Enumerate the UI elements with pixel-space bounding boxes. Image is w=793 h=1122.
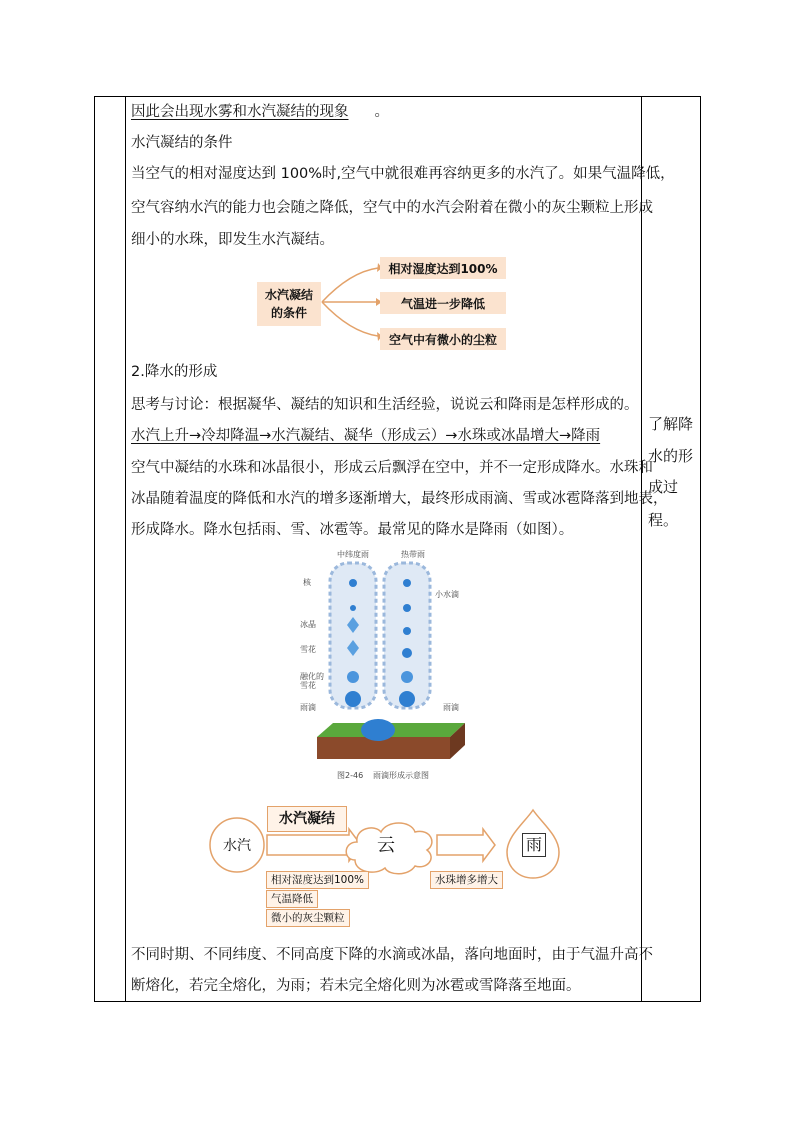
flow-cloud-label: 云 [377, 835, 395, 856]
label-small-droplet: 小水滴 [435, 590, 459, 599]
para3-line-2: 断熔化，若完全熔化，为雨；若未完全熔化则为冰雹或雪降落至地面。 [131, 978, 581, 994]
flow-rain-label: 雨 [522, 833, 546, 857]
intro-line [131, 102, 389, 122]
condition-dust: 微小的灰尘颗粒 [266, 909, 350, 927]
table-divider-right [641, 96, 642, 1002]
discussion-line: 思考与讨论：根据凝华、凝结的知识和生活经验，说说云和降雨是怎样形成的。 [131, 397, 639, 413]
table-right-border [700, 96, 701, 1002]
table-bottom-border [94, 1001, 700, 1002]
side-note-3: 成过 [648, 478, 679, 496]
heading-condition: 水汽凝结的条件 [131, 135, 233, 151]
label-melted-2: 雪花 [300, 681, 316, 690]
intro-tail: 。 [374, 104, 389, 120]
side-note-2: 水的形 [648, 447, 694, 465]
label-ice-crystal: 冰晶 [300, 620, 316, 629]
branch-temperature: 气温进一步降低 [380, 292, 506, 314]
condition-connector-lines [320, 262, 382, 342]
label-snowflake: 雪花 [300, 645, 316, 654]
growth-label: 水珠增多增大 [430, 871, 503, 889]
figure-col-right-title: 热带雨 [401, 550, 425, 559]
water-drop-on-grass [361, 719, 395, 741]
label-nucleus: 核 [303, 578, 311, 587]
condition-temperature: 气温降低 [266, 890, 318, 908]
figure-col-left-title: 中纬度雨 [337, 550, 369, 559]
figure-caption-text: 雨滴形成示意图 [373, 771, 429, 780]
para2-line-3: 形成降水。降水包括雨、雪、冰雹等。最常见的降水是降雨（如图）。 [131, 522, 574, 538]
center-label-1: 水汽凝结 [264, 288, 313, 302]
flow-start-label: 水汽 [223, 838, 251, 854]
label-raindrop-left: 雨滴 [300, 703, 316, 712]
process-chain: 水汽上升→冷却降温→水汽凝结、凝华（形成云）→水珠或冰晶增大→降雨 [131, 428, 601, 444]
arrow-to-rain [437, 829, 495, 861]
para3-line-1: 不同时期、不同纬度、不同高度下降的水滴或冰晶，落向地面时，由于气温升高不 [131, 947, 653, 963]
para2-line-1: 空气中凝结的水珠和冰晶很小，形成云后飘浮在空中，并不一定形成降水。水珠和 [131, 460, 653, 476]
center-label-2: 的条件 [270, 306, 307, 320]
condition-humidity: 相对湿度达到100% [266, 871, 369, 889]
para1-line-1: 当空气的相对湿度达到 100%时,空气中就很难再容纳更多的水汽了。如果气温降低， [131, 166, 675, 182]
para1-line-3: 细小的水珠，即发生水汽凝结。 [131, 232, 334, 248]
table-left-border [94, 96, 95, 1002]
branch-dust: 空气中有微小的尘粒 [380, 328, 506, 350]
heading-precipitation: 2.降水的形成 [131, 364, 218, 380]
raindrop-formation-figure [295, 545, 475, 790]
flow-step-label: 水汽凝结 [267, 806, 347, 832]
branch-humidity: 相对湿度达到100% [380, 257, 506, 279]
condition-center-box [257, 282, 321, 326]
side-note-1: 了解降 [648, 415, 694, 433]
intro-underlined: 因此会出现水雾和水汽凝结的现象 [131, 104, 349, 120]
label-raindrop-right: 雨滴 [443, 703, 459, 712]
table-top-border [94, 96, 700, 97]
label-melted-1: 融化的 [300, 672, 324, 681]
para1-line-2: 空气容纳水汽的能力也会随之降低，空气中的水汽会附着在微小的灰尘颗粒上形成 [131, 200, 653, 216]
table-divider-left [125, 96, 126, 1002]
para2-line-2: 冰晶随着温度的降低和水汽的增多逐渐增大，最终形成雨滴、雪或冰雹降落到地表， [131, 491, 668, 507]
side-note-4: 程。 [648, 511, 679, 529]
figure-caption-number: 图2-46 [337, 771, 364, 780]
